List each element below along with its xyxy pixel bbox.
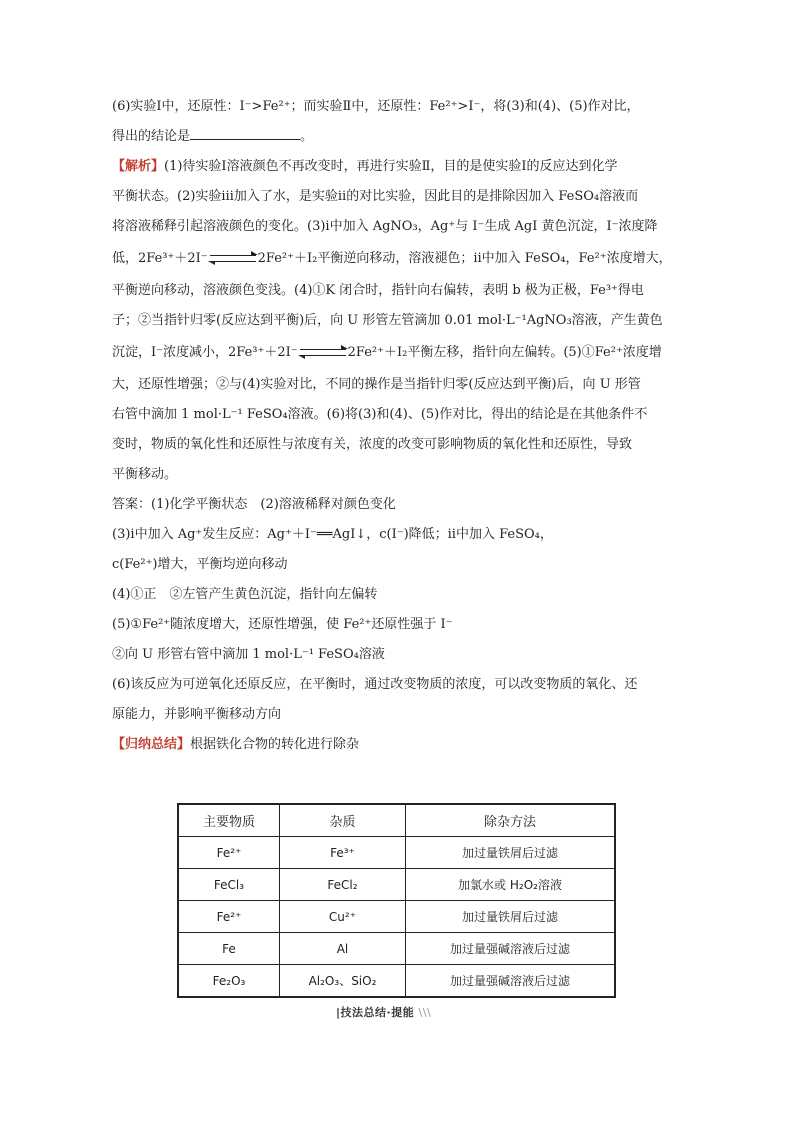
table-row — [178, 869, 615, 901]
table-row — [178, 965, 615, 998]
text: 平衡逆向移动，溶液颜色变浅。(4)①K 闭合时，指针向右偏转，表明 b 极为正极，Fe³⁺得电 — [112, 283, 644, 298]
table-cell: Fe₂O₃ — [178, 965, 280, 998]
table-cell: Fe²⁺ — [178, 901, 280, 933]
table-cell: Al — [280, 933, 406, 965]
answer-line — [112, 520, 682, 550]
text: c(Fe²⁺)增大，平衡均逆向移动 — [112, 557, 288, 572]
section-footer — [336, 1004, 431, 1020]
table-cell: Al₂O₃、SiO₂ — [280, 965, 406, 998]
analysis-line — [112, 460, 682, 490]
table-cell: 加过量铁屑后过滤 — [406, 901, 616, 933]
table-cell: 加过量铁屑后过滤 — [406, 837, 616, 869]
text: 答案：(1)化学平衡状态 (2)溶液稀释对颜色变化 — [112, 497, 396, 512]
text: 将溶液稀释引起溶液颜色的变化。(3)ⅰ中加入 AgNO₃，Ag⁺与 I⁻生成 AgI 黄色沉淀，I⁻浓度降 — [112, 219, 658, 234]
table-cell: 加过量强碱溶液后过滤 — [406, 933, 616, 965]
table-cell: Fe²⁺ — [178, 837, 280, 869]
table-cell: Fe — [178, 933, 280, 965]
question-line — [112, 92, 682, 122]
column-header: 主要物质 — [178, 804, 280, 837]
answer-line — [112, 700, 682, 730]
analysis-line — [112, 336, 682, 370]
analysis-line — [112, 306, 682, 336]
table-cell: FeCl₃ — [178, 869, 280, 901]
summary-tag: 【归纳总结】 — [112, 737, 191, 752]
text: 得出的结论是 — [112, 129, 191, 144]
answer-line — [112, 640, 682, 670]
answer-line — [112, 610, 682, 640]
table-cell: 加氯水或 H₂O₂溶液 — [406, 869, 616, 901]
text: 2Fe²⁺＋I₂平衡逆向移动，溶液褪色；ⅱ中加入 FeSO₄，Fe²⁺浓度增大， — [257, 251, 672, 266]
analysis-line — [112, 182, 682, 212]
text: 沉淀，I⁻浓度减小，2Fe³⁺＋2I⁻ — [112, 345, 298, 360]
text: 平衡状态。(2)实验ⅲ加入了水，是实验ⅱ的对比实验，因此目的是排除因加入 FeSO₄溶液而 — [112, 189, 639, 204]
text: 右管中滴加 1 mol·L⁻¹ FeSO₄溶液。(6)将(3)和(4)、(5)作对比，得出的结论是在其他条件不 — [112, 407, 648, 422]
document-body — [112, 92, 682, 760]
text: 变时，物质的氧化性和还原性与浓度有关，浓度的改变可影响物质的氧化性和还原性，导致 — [112, 437, 633, 452]
text: 2Fe²⁺＋I₂平衡左移，指针向左偏转。(5)①Fe²⁺浓度增 — [347, 345, 662, 360]
column-header: 杂质 — [280, 804, 406, 837]
answer-line — [112, 490, 682, 520]
analysis-line — [112, 242, 682, 276]
text: (6)实验Ⅰ中，还原性：I⁻>Fe²⁺；而实验Ⅱ中，还原性：Fe²⁺>I⁻，将(3)和(4)、(5)作对比， — [112, 99, 640, 114]
summary-title: 根据铁化合物的转化进行除杂 — [190, 737, 360, 752]
analysis-line — [112, 400, 682, 430]
table-cell: Fe³⁺ — [280, 837, 406, 869]
question-line — [112, 122, 682, 152]
column-header: 除杂方法 — [406, 804, 616, 837]
text: (1)待实验Ⅰ溶液颜色不再改变时，再进行实验Ⅱ，目的是使实验Ⅰ的反应达到化学 — [164, 159, 618, 174]
analysis-line — [112, 212, 682, 242]
footer-decoration: \\\ — [418, 1006, 432, 1019]
text: 子；②当指针归零(反应达到平衡)后，向 U 形管左管滴加 0.01 mol·L⁻¹AgNO₃溶液，产生黄色 — [112, 313, 663, 328]
table-cell: 加过量强碱溶液后过滤 — [406, 965, 616, 998]
analysis-tag: 【解析】 — [112, 159, 165, 174]
text: 原能力，并影响平衡移动方向 — [112, 707, 282, 722]
answer-blank — [190, 125, 300, 140]
text: 平衡移动。 — [112, 467, 178, 482]
answer-line — [112, 670, 682, 700]
table-cell: FeCl₂ — [280, 869, 406, 901]
table-row — [178, 837, 615, 869]
equilibrium-arrow-icon — [208, 252, 258, 266]
text: (5)①Fe²⁺随浓度增大，还原性增强，使 Fe²⁺还原性强于 I⁻ — [112, 617, 453, 632]
text: (6)该反应为可逆氧化还原反应，在平衡时，通过改变物质的浓度，可以改变物质的氧化、还 — [112, 677, 638, 692]
text: (3)ⅰ中加入 Ag⁺发生反应：Ag⁺＋I⁻══AgI↓，c(I⁻)降低；ⅱ中加入 FeSO₄， — [112, 527, 553, 542]
analysis-line — [112, 370, 682, 400]
purification-table — [177, 803, 616, 998]
table-cell: Cu²⁺ — [280, 901, 406, 933]
analysis-line — [112, 152, 682, 182]
text: 低，2Fe³⁺＋2I⁻ — [112, 251, 208, 266]
table-header-row — [178, 804, 615, 837]
summary-heading — [112, 730, 682, 760]
analysis-line — [112, 430, 682, 460]
footer-label: |技法总结·提能 — [336, 1006, 415, 1019]
table-row — [178, 901, 615, 933]
text: 。 — [300, 129, 314, 144]
analysis-line — [112, 276, 682, 306]
text: ②向 U 形管右管中滴加 1 mol·L⁻¹ FeSO₄溶液 — [112, 647, 385, 662]
equilibrium-arrow-icon — [298, 346, 348, 360]
text: 大，还原性增强；②与(4)实验对比，不同的操作是当指针归零(反应达到平衡)后，向 U 形管 — [112, 377, 641, 392]
text: (4)①正 ②左管产生黄色沉淀，指针向左偏转 — [112, 587, 378, 602]
answer-line — [112, 550, 682, 580]
answer-line — [112, 580, 682, 610]
table-row — [178, 933, 615, 965]
